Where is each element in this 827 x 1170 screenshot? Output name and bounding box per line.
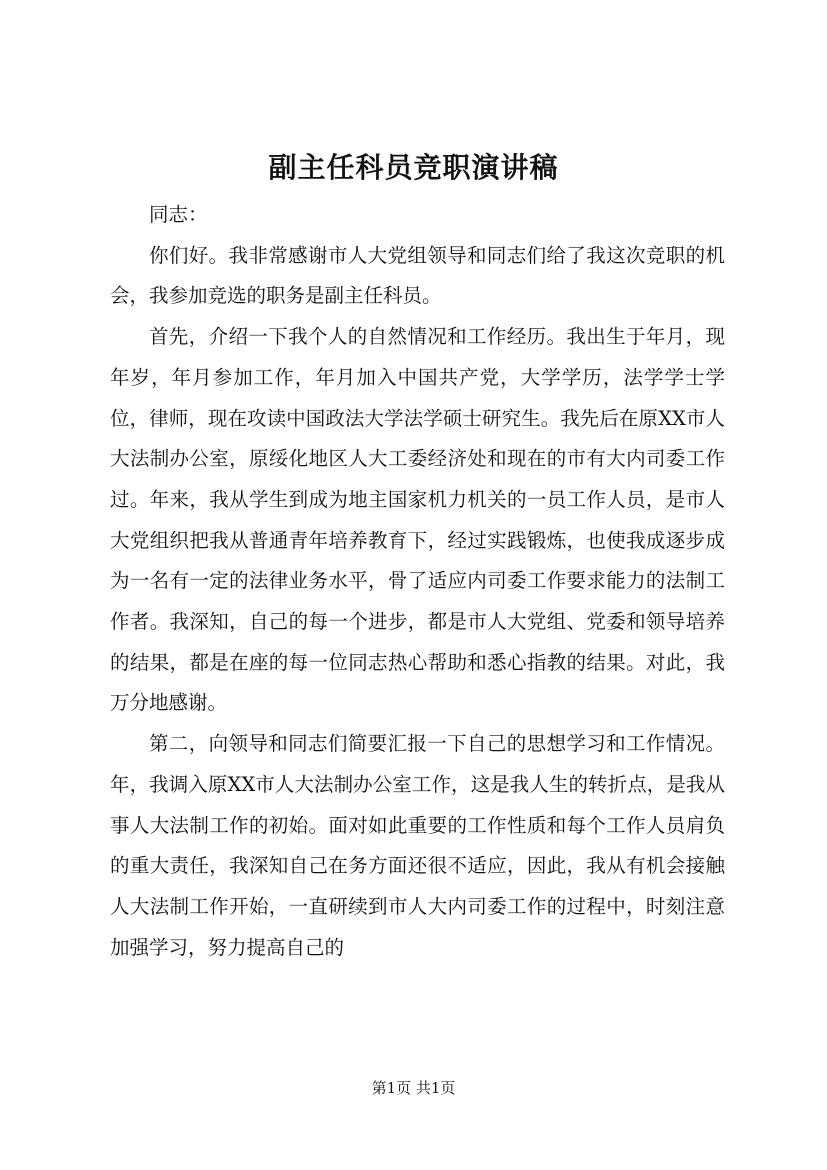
document-title: 副主任科员竞职演讲稿 (268, 151, 559, 184)
paragraph-salutation: 同志： (149, 203, 208, 226)
page-number-footer: 第1页 共1页 (371, 1079, 456, 1097)
paragraph-greeting: 你们好。我非常感谢市人大党组领导和同志们给了我这次竞职的机会，我参加竞选的职务是副主任科员。 (110, 243, 725, 308)
document-body (110, 195, 725, 968)
paragraph-introduction: 首先，介绍一下我个人的自然情况和工作经历。我出生于年月，现年岁，年月参加工作，年月加入中国共产党，大学学历，法学学士学位，律师，现在攻读中国政法大学法学硕士研究生。我先后在原XX市人大法制办公室，原绥化地区人大工委经济处和现在的市有大内司委工作过。年来，我从学生到成为地主国家机力机关的一员工作人员，是市人大党组织把我从普通青年培养教育下，经过实践锻炼，也使我成逐步成为一名有一定的法律业务水平，骨了适应内司委工作要求能力的法制工作者。我深知，自己的每一个进步，都是市人大党组、党委和领导培养的结果，都是在座的每一位同志热心帮助和悉心指教的结果。对此，我万分地感谢。 (110, 325, 725, 715)
paragraph-work-report: 第二，向领导和同志们简要汇报一下自己的思想学习和工作情况。年，我调入原XX市人大法制办公室工作，这是我人生的转折点，是我从事人大法制工作的初始。面对如此重要的工作性质和每个工作人员肩负的重大责任，我深知自己在务方面还很不适应，因此，我从有机会接触人大法制工作开始，一直研续到市人大内司委工作的过程中，时刻注意加强学习，努力提高自己的 (110, 732, 725, 959)
